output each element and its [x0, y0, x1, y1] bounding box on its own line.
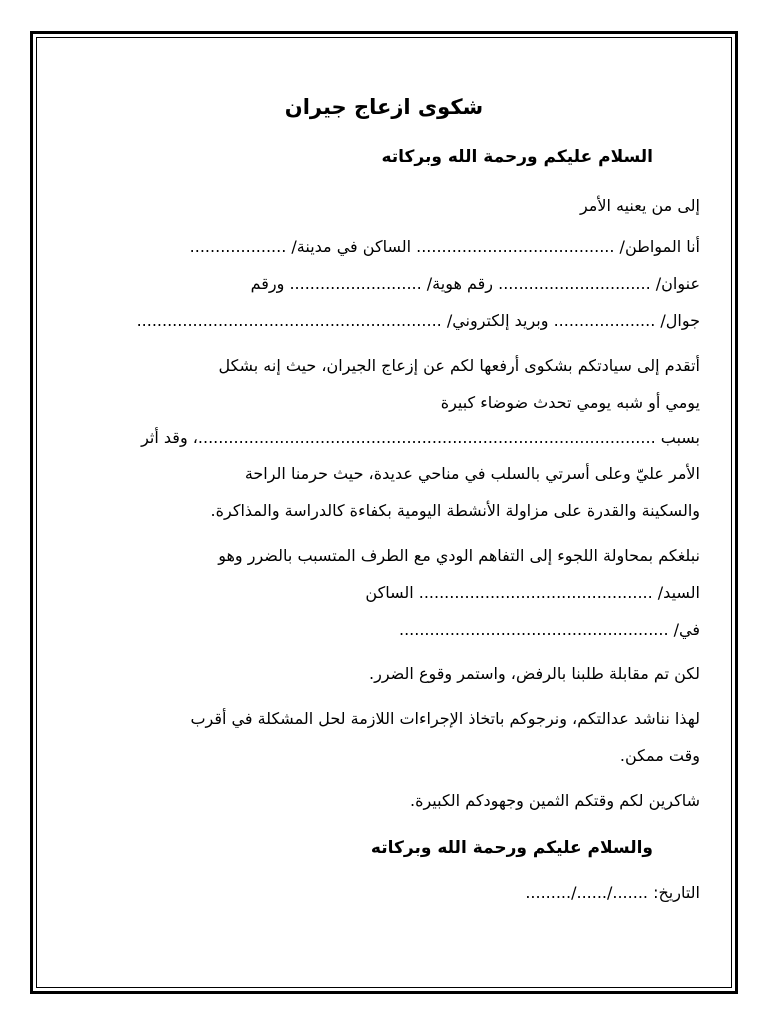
mediation-line: نبلغكم بمحاولة اللجوء إلى التفاهم الودي مع الطرف المتسبب بالضرر وهو: [218, 546, 700, 565]
addressee-line: إلى من يعنيه الأمر: [579, 196, 700, 215]
closing-greeting: والسلام عليكم ورحمة الله وبركاته: [370, 838, 653, 858]
request-paragraph: [60, 700, 700, 774]
complaint-line: يومي أو شبه يومي تحدث ضوضاء كبيرة: [440, 393, 700, 412]
request-line: وقت ممكن.: [619, 746, 700, 765]
complaint-cause-line: بسبب ..........................................................................................، وقد أثر: [141, 428, 700, 447]
offender-location-line: في/ .....................................................: [398, 620, 700, 639]
opening-greeting: السلام عليكم ورحمة الله وبركاته: [381, 147, 653, 167]
thanks-paragraph: شاكرين لكم وقتكم الثمين وجهودكم الكبيرة.: [410, 791, 700, 810]
offender-name-line: السيد/ .............................................. الساكن: [365, 583, 700, 602]
sender-address-id-line: عنوان/ .............................. رقم هوية/ .......................... ورقم: [250, 274, 700, 293]
sender-details: [60, 228, 700, 339]
complaint-line: والسكينة والقدرة على مزاولة الأنشطة اليومية بكفاءة كالدراسة والمذاكرة.: [210, 501, 700, 520]
mediation-paragraph: [60, 537, 700, 648]
sender-mobile-email-line: جوال/ .................... وبريد إلكتروني/ ............................................................: [136, 311, 700, 330]
complaint-paragraph: [60, 347, 700, 529]
refusal-paragraph: لكن تم مقابلة طلبنا بالرفض، واستمر وقوع الضرر.: [369, 664, 700, 683]
complaint-letter: [60, 87, 700, 911]
date-line: التاريخ: ......./....../.........: [525, 883, 700, 902]
complaint-line: الأمر عليّ وعلى أسرتي بالسلب في مناحي عديدة، حيث حرمنا الراحة: [244, 464, 700, 483]
sender-name-city-line: أنا المواطن/ ....................................... الساكن في مدينة/ ...................: [189, 237, 700, 256]
complaint-line: أتقدم إلى سيادتكم بشكوى أرفعها لكم عن إزعاج الجيران، حيث إنه بشكل: [218, 356, 700, 375]
request-line: لهذا نناشد عدالتكم، ونرجوكم باتخاذ الإجراءات اللازمة لحل المشكلة في أقرب: [190, 709, 700, 728]
letter-title: شكوى ازعاج جيران: [284, 95, 484, 119]
